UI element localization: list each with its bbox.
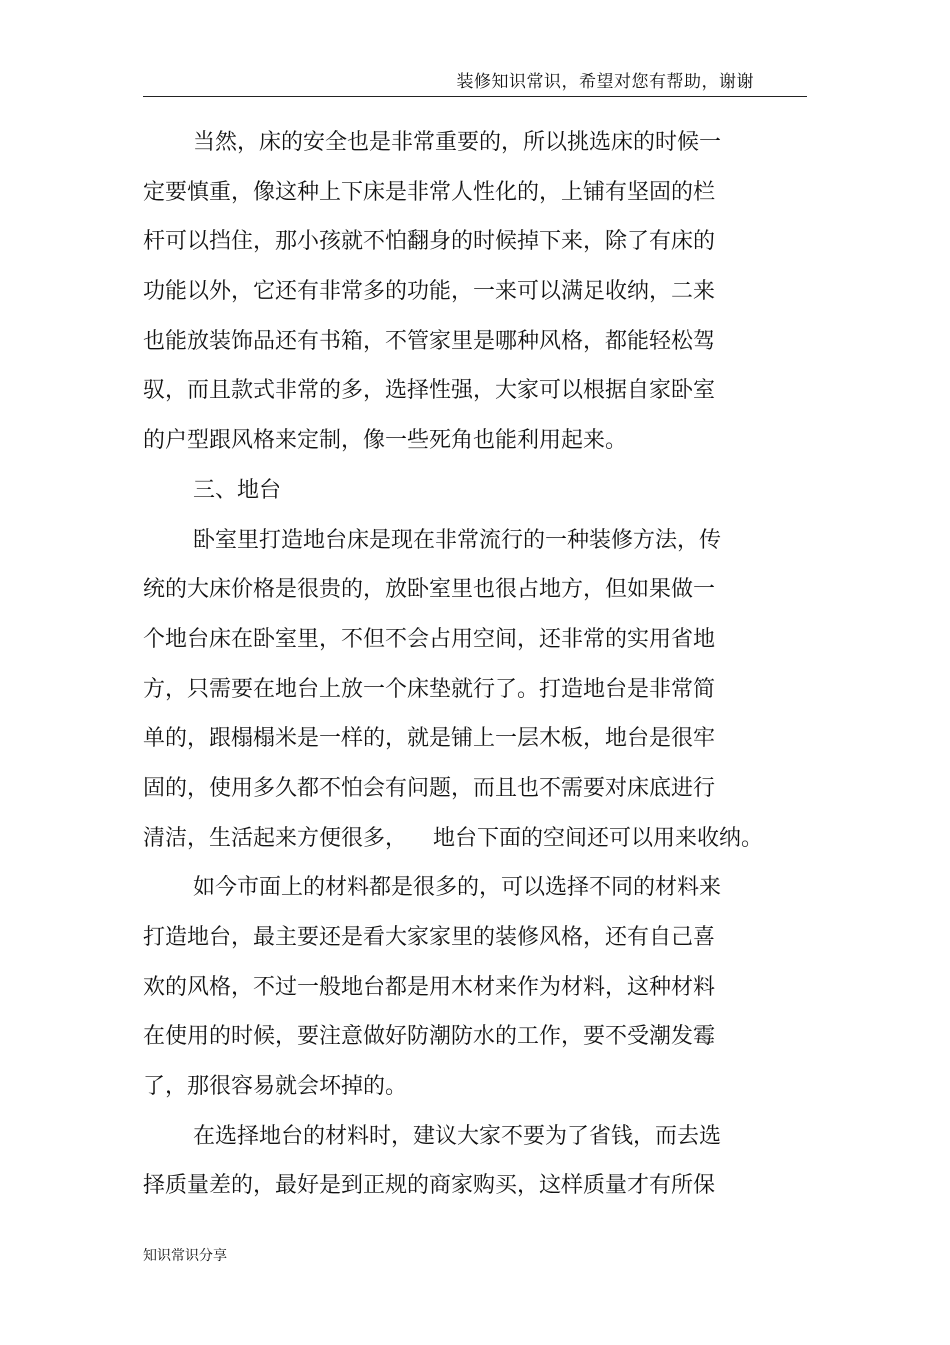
- paragraph-line: 了，那很容易就会坏掉的。: [143, 1074, 408, 1100]
- page-footer: 知识常识分享: [143, 1248, 227, 1264]
- section-heading: 三、地台: [193, 477, 282, 503]
- paragraph-line: 驭，而且款式非常的多，选择性强，大家可以根据自家卧室: [143, 378, 716, 404]
- paragraph-line: 功能以外，它还有非常多的功能，一来可以满足收纳，二来: [143, 279, 716, 305]
- paragraph-line: 欢的风格，不过一般地台都是用木材来作为材料，这种材料: [143, 974, 716, 1000]
- line-segment: 地台下面的空间还可以用来收纳。: [433, 825, 764, 851]
- paragraph-line: 个地台床在卧室里，不但不会占用空间，还非常的实用省地: [143, 626, 716, 652]
- paragraph-line: [143, 814, 783, 864]
- paragraph-line: 在使用的时候，要注意做好防潮防水的工作，要不受潮发霉: [143, 1024, 716, 1050]
- paragraph-line: 的户型跟风格来定制，像一些死角也能利用起来。: [143, 428, 628, 454]
- paragraph-line: 卧室里打造地台床是现在非常流行的一种装修方法，传: [193, 527, 722, 553]
- paragraph-line: 也能放装饰品还有书箱，不管家里是哪种风格，都能轻松驾: [143, 328, 716, 354]
- document-body: [143, 118, 783, 1211]
- paragraph-line: 当然，床的安全也是非常重要的，所以挑选床的时候一: [193, 130, 722, 155]
- paragraph-line: 固的，使用多久都不怕会有问题，而且也不需要对床底进行: [143, 775, 716, 801]
- line-segment: 清洁，生活起来方便很多，: [143, 825, 408, 851]
- paragraph-line: 单的，跟榻榻米是一样的，就是铺上一层木板，地台是很牢: [143, 726, 716, 752]
- paragraph-line: 打造地台，最主要还是看大家家里的装修风格，还有自己喜: [143, 925, 716, 950]
- paragraph-line: 择质量差的，最好是到正规的商家购买，这样质量才有所保: [143, 1173, 716, 1199]
- paragraph-line: 在选择地台的材料时，建议大家不要为了省钱，而去选: [193, 1123, 722, 1149]
- paragraph-line: 统的大床价格是很贵的，放卧室里也很占地方，但如果做一: [143, 577, 716, 603]
- paragraph-line: 方，只需要在地台上放一个床垫就行了。打造地台是非常简: [143, 676, 716, 702]
- paragraph-line: 杆可以挡住，那小孩就不怕翻身的时候掉下来，除了有床的: [143, 229, 716, 255]
- header-divider: [143, 96, 807, 97]
- paragraph-line: 如今市面上的材料都是很多的，可以选择不同的材料来: [193, 875, 722, 901]
- page-header: 装修知识常识，希望对您有帮助，谢谢: [456, 72, 754, 92]
- paragraph-line: 定要慎重，像这种上下床是非常人性化的，上铺有坚固的栏: [143, 179, 716, 205]
